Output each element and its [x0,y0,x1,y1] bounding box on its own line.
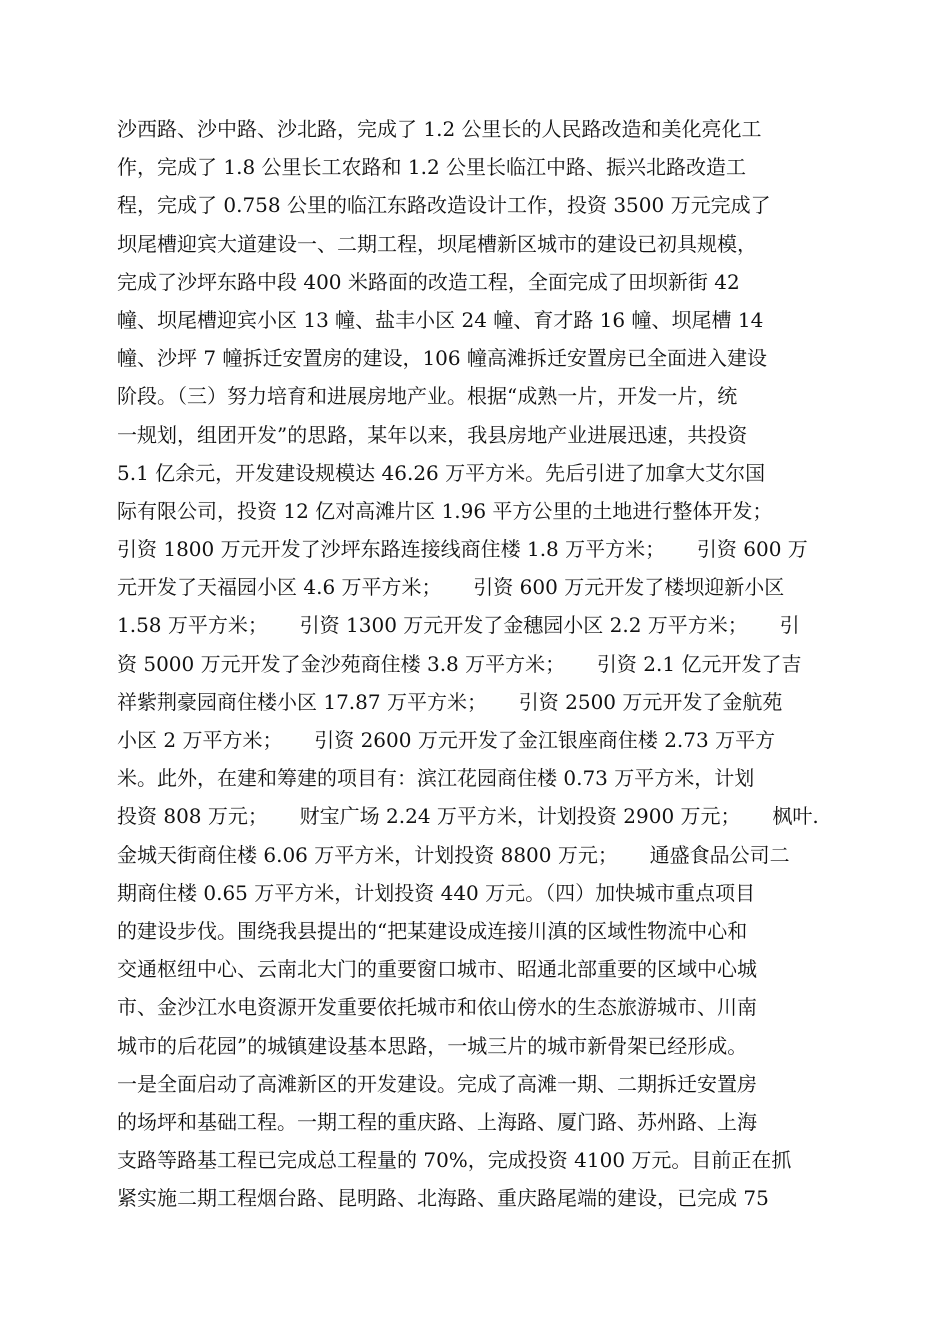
text-line-1: 沙西路、沙中路、沙北路，完成了 1.2 公里长的人民路改造和美化亮化工 [117,117,762,141]
text-line-19: 投资 808 万元； 财宝广场 2.24 万平方米，计划投资 2900 万元； 枫叶. [117,804,819,829]
text-line-11: 际有限公司，投资 12 亿对高滩片区 1.96 平方公里的土地进行整体开发； [117,498,773,523]
text-line-24: 市、金沙江水电资源开发重要依托城市和依山傍水的生态旅游城市、川南 [117,995,757,1020]
text-line-2: 作，完成了 1.8 公里长工农路和 1.2 公里长临江中路、振兴北路改造工 [117,155,747,180]
text-line-14: 1.58 万平方米； 引资 1300 万元开发了金穗园小区 2.2 万平方米； 引 [117,613,800,638]
text-line-12: 引资 1800 万元开发了沙坪东路连接线商住楼 1.8 万平方米； 引资 600 万 [117,537,808,562]
text-line-25: 城市的后花园”的城镇建设基本思路，一城三片的城市新骨架已经形成。 [117,1033,748,1058]
text-line-10: 5.1 亿余元，开发建设规模达 46.26 万平方米。先后引进了加拿大艾尔国 [117,460,766,485]
text-line-21: 期商住楼 0.65 万平方米，计划投资 440 万元。（四）加快城市重点项目 [117,880,756,905]
text-line-5: 完成了沙坪东路中段 400 米路面的改造工程，全面完成了田坝新街 42 [117,269,740,294]
text-line-20: 金城天街商住楼 6.06 万平方米，计划投资 8800 万元； 通盛食品公司二 [117,842,790,867]
text-line-17: 小区 2 万平方米； 引资 2600 万元开发了金江银座商住楼 2.73 万平方 [117,728,776,752]
text-line-4: 坝尾槽迎宾大道建设一、二期工程，坝尾槽新区城市的建设已初具规模， [117,231,757,256]
text-line-15: 资 5000 万元开发了金沙苑商住楼 3.8 万平方米； 引资 2.1 亿元开发了吉 [117,651,802,676]
text-line-18: 米。此外，在建和筹建的项目有：滨江花园商住楼 0.73 万平方米，计划 [117,766,755,791]
text-line-29: 紧实施二期工程烟台路、昆明路、北海路、重庆路尾端的建设，已完成 75 [117,1186,769,1211]
text-line-28: 支路等路基工程已完成总工程量的 70%，完成投资 4100 万元。目前正在抓 [117,1148,792,1173]
text-line-8: 阶段。（三）努力培育和进展房地产业。根据“成熟一片，开发一片，统 [117,384,738,409]
text-line-9: 一规划，组团开发”的思路，某年以来，我县房地产业进展迅速，共投资 [117,422,748,447]
text-line-23: 交通枢纽中心、云南北大门的重要窗口城市、昭通北部重要的区域中心城 [117,957,757,982]
body-text [117,110,837,1217]
text-line-6: 幢、坝尾槽迎宾小区 13 幢、盐丰小区 24 幢、育才路 16 幢、坝尾槽 14 [117,307,764,332]
text-line-13: 元开发了天福园小区 4.6 万平方米； 引资 600 万元开发了楼坝迎新小区 [117,575,785,600]
text-line-3: 程，完成了 0.758 公里的临江东路改造设计工作，投资 3500 万元完成了 [117,193,771,218]
text-line-7: 幢、沙坪 7 幢拆迁安置房的建设，106 幢高滩拆迁安置房已全面进入建设 [117,346,767,371]
text-line-26: 一是全面启动了高滩新区的开发建设。完成了高滩一期、二期拆迁安置房 [117,1071,757,1096]
text-line-16: 祥紫荆豪园商住楼小区 17.87 万平方米； 引资 2500 万元开发了金航苑 [117,689,783,714]
text-line-22: 的建设步伐。围绕我县提出的“把某建设成连接川滇的区域性物流中心和 [117,918,748,943]
text-line-27: 的场坪和基础工程。一期工程的重庆路、上海路、厦门路、苏州路、上海 [117,1109,757,1134]
